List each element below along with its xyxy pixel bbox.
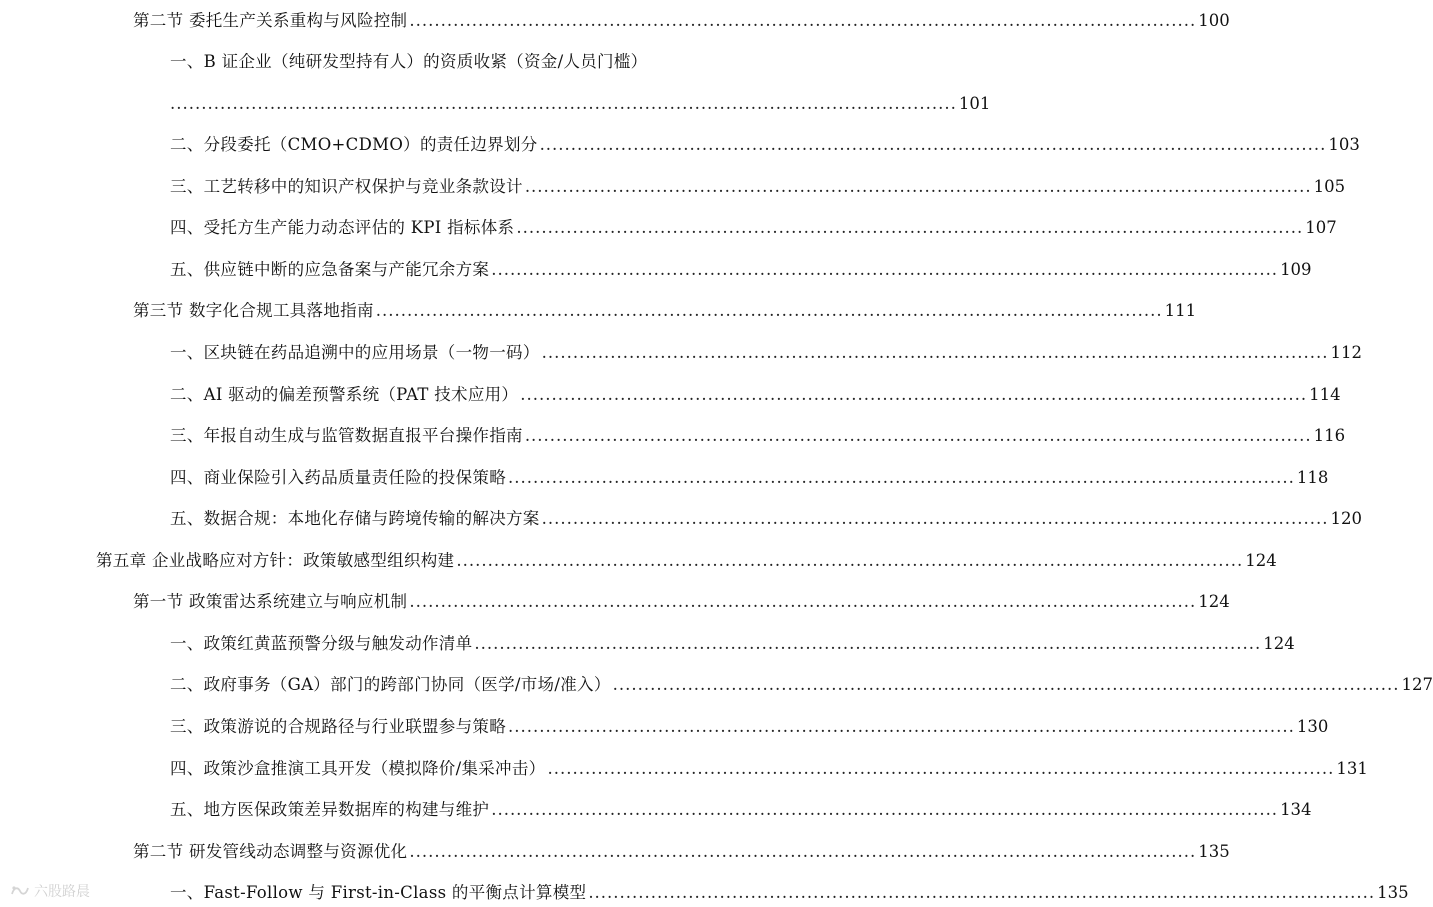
toc-entry-page: 114 [1309,385,1341,404]
watermark [10,881,90,901]
toc-entry-page: 124 [1245,551,1277,570]
toc-leader-dots: .............................................................................................................................. [491,260,1279,279]
toc-entry-page: 124 [1263,634,1295,653]
toc-entry-page: 103 [1328,135,1360,154]
toc-entry-title: 五、供应链中断的应急备案与产能冗余方案 [170,260,490,279]
brand-logo-icon [10,884,30,898]
toc-leader-dots: .............................................................................................................................. [508,468,1295,487]
toc-entry-page: 111 [1164,301,1197,320]
toc-entry-page: 116 [1313,426,1346,445]
toc-entry-title: 一、Fast-Follow 与 First-in-Class 的平衡点计算模型 [170,883,587,902]
toc-entry[interactable] [170,712,1329,738]
toc-entry[interactable] [133,587,1230,613]
toc-entry-page: 112 [1330,343,1362,362]
toc-entry-page: 107 [1305,218,1337,237]
toc-entry-page: 120 [1330,509,1362,528]
toc-entry-page: 135 [1377,883,1409,902]
toc-entry-title: 一、政策红黄蓝预警分级与触发动作清单 [170,634,473,653]
toc-entry-page: 127 [1401,675,1433,694]
toc-entry[interactable] [133,837,1230,863]
toc-entry-title: 二、分段委托（CMO+CDMO）的责任边界划分 [170,135,538,154]
toc-leader-dots: .............................................................................................................................. [539,135,1327,154]
toc-leader-dots: .............................................................................................................................. [409,842,1197,861]
toc-leader-dots: .............................................................................................................................. [375,301,1163,320]
toc-entry[interactable] [170,47,697,73]
toc-entry[interactable] [170,504,1362,530]
toc-leader-dots: .............................................................................................................................. [588,883,1376,902]
toc-entry-title: 五、地方医保政策差异数据库的构建与维护 [170,800,490,819]
toc-leader-dots: .............................................................................................................................. [409,11,1197,30]
toc-entry-title: 五、数据合规：本地化存储与跨境传输的解决方案 [170,509,540,528]
toc-entry-title: 三、政策游说的合规路径与行业联盟参与策略 [170,717,506,736]
toc-leader-dots: .............................................................................................................................. [612,675,1400,694]
toc-leader-dots: .............................................................................................................................. [541,509,1329,528]
toc-entry[interactable] [170,255,1312,281]
toc-entry-title: 四、政策沙盒推演工具开发（模拟降价/集采冲击） [170,759,546,778]
toc-entry[interactable] [170,130,1360,156]
toc-entry[interactable] [133,6,1230,32]
toc-entry[interactable] [170,629,1295,655]
toc-entry-title: 三、年报自动生成与监管数据直报平台操作指南 [170,426,523,445]
toc-entry-title: 二、AI 驱动的偏差预警系统（PAT 技术应用） [170,385,519,404]
toc-entry[interactable] [170,380,1341,406]
toc-entry-continuation[interactable] [170,89,991,115]
toc-entry[interactable] [170,670,1433,696]
toc-entry-title: 一、区块链在药品追溯中的应用场景（一物一码） [170,343,540,362]
toc-entry-page: 135 [1198,842,1230,861]
toc-entry-page: 124 [1198,592,1230,611]
watermark-text: 六股路晨 [34,884,90,900]
toc-entry-page: 100 [1198,11,1230,30]
toc-entry-title: 二、政府事务（GA）部门的跨部门协同（医学/市场/准入） [170,675,611,694]
toc-entry-page: 131 [1336,759,1368,778]
toc-entry-title: 四、商业保险引入药品质量责任险的投保策略 [170,468,506,487]
toc-entry[interactable] [170,754,1368,780]
toc-leader-dots: .............................................................................................................................. [409,592,1197,611]
toc-entry[interactable] [170,421,1346,447]
toc-entry-page: 101 [958,94,991,113]
toc-entry-page: 105 [1313,177,1346,196]
toc-leader-dots: .............................................................................................................................. [170,94,957,113]
toc-entry[interactable] [170,878,1409,904]
toc-leader-dots: .............................................................................................................................. [524,177,1312,196]
toc-leader-dots: .............................................................................................................................. [508,717,1295,736]
toc-leader-dots: .............................................................................................................................. [541,343,1329,362]
toc-leader-dots: .............................................................................................................................. [491,800,1279,819]
toc-leader-dots: .............................................................................................................................. [456,551,1244,570]
toc-entry[interactable] [133,296,1197,322]
toc-entry-title: 第五章 企业战略应对方针：政策敏感型组织构建 [96,551,455,570]
toc-entry[interactable] [170,172,1346,198]
toc-entry[interactable] [170,213,1337,239]
toc-entry-title: 三、工艺转移中的知识产权保护与竞业条款设计 [170,177,523,196]
toc-leader-dots: .............................................................................................................................. [474,634,1262,653]
toc-leader-dots: .............................................................................................................................. [547,759,1335,778]
toc-entry[interactable] [170,463,1329,489]
toc-entry[interactable] [170,338,1362,364]
toc-entry[interactable] [96,546,1277,572]
toc-entry-title: 第二节 研发管线动态调整与资源优化 [133,842,408,861]
toc-leader-dots: .............................................................................................................................. [516,218,1304,237]
toc-entry-title: 第三节 数字化合规工具落地指南 [133,301,374,320]
toc-entry-title: 第二节 委托生产关系重构与风险控制 [133,11,408,30]
toc-entry-page: 134 [1280,800,1312,819]
toc-entry-title: 第一节 政策雷达系统建立与响应机制 [133,592,408,611]
toc-leader-dots: .............................................................................................................................. [524,426,1312,445]
toc-entry-title: 四、受托方生产能力动态评估的 KPI 指标体系 [170,218,515,237]
toc-entry-page: 109 [1280,260,1312,279]
toc-leader-dots: .............................................................................................................................. [520,385,1308,404]
toc-entry-title: 一、B 证企业（纯研发型持有人）的资质收紧（资金/人员门槛） [170,52,648,71]
toc-entry[interactable] [170,795,1312,821]
toc-entry-page: 118 [1296,468,1329,487]
toc-entry-page: 130 [1296,717,1329,736]
